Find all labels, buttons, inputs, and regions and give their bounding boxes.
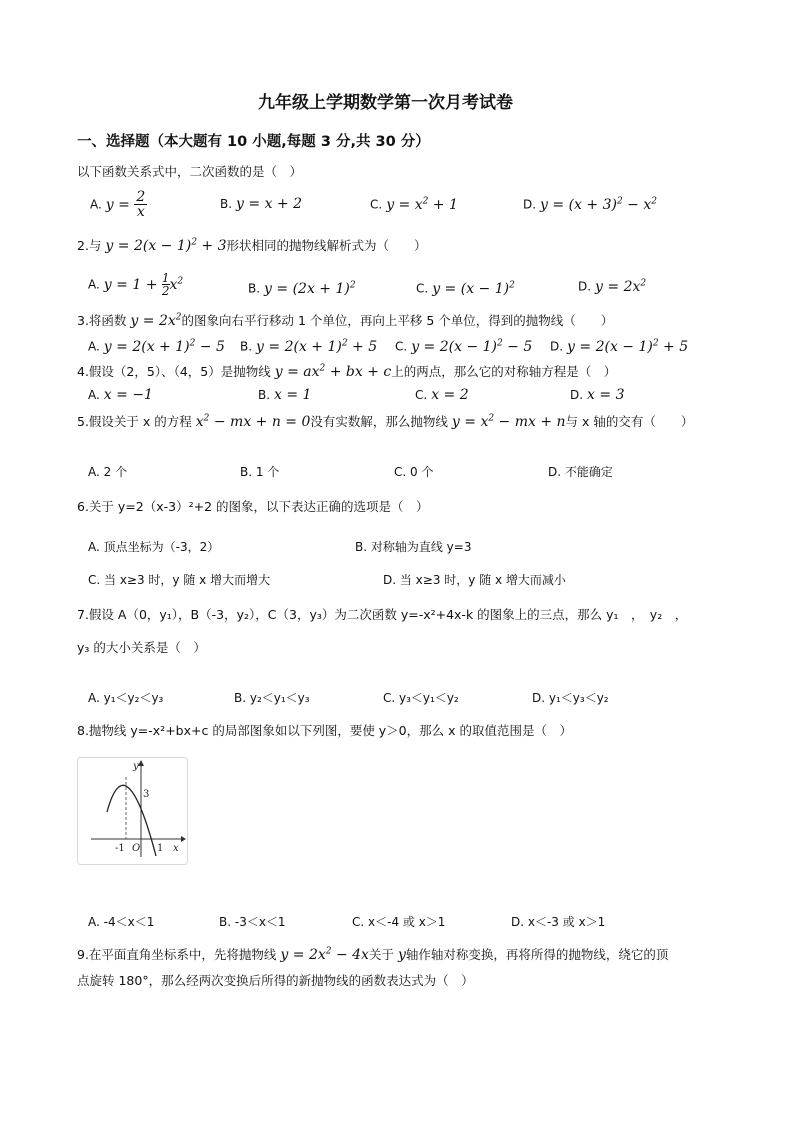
math-expr: x = 2 [431,387,469,403]
option-label: C. [395,339,408,354]
q6-stem: 6.关于 y=2（x-3）²+2 的图象，以下表达正确的选项是（ ） [77,499,429,514]
q8-option-c[interactable]: C. x＜-4 或 x＞1 [352,915,446,929]
q2-option-d[interactable] [578,278,646,295]
option-label: D. [550,339,564,354]
math-expr: $y = (x - 1)^2$ [432,280,515,297]
q7-option-c[interactable]: C. y₃＜y₁＜y₂ [383,691,459,705]
math-expr: y = 1 + $\frac{1}{2}$ $x^2$ [103,271,184,298]
math-expr: $y = ax^2$ + bx + c [274,363,392,380]
q4-option-d[interactable] [570,387,624,403]
math-expr: y = $\frac{2}{x}$ [105,189,146,220]
tick-pos-label: 1 [157,843,164,854]
y-intercept-label: 3 [143,789,150,800]
math-expr: $y = x^2$ − mx + n [451,413,566,430]
math-expr: y = x + 2 [236,196,303,212]
q7-option-d[interactable]: D. y₁＜y₃＜y₂ [532,691,609,705]
q1-option-b[interactable] [220,196,302,212]
option-label: C. [416,281,429,296]
q3-stem: 3.将函数 $y = 2x^2$的图象向右平行移动 1 个单位，再向上平移 5 个单位，得到的抛物线（ ） [77,312,614,329]
q8-option-b[interactable]: B. -3＜x＜1 [219,915,286,929]
math-expr: $y = 2x^2$ [595,278,647,295]
q6-option-c[interactable]: C. 当 x≥3 时，y 随 x 增大而增大 [88,573,271,587]
q1-option-c[interactable] [370,196,458,213]
math-expr: $y = 2(x + 1)^2 - 5$ [103,338,225,355]
q3-option-d[interactable] [550,338,688,355]
q3-option-c[interactable] [395,338,532,355]
q1-option-a[interactable] [90,190,147,219]
q7-option-b[interactable]: B. y₂＜y₁＜y₃ [234,691,310,705]
math-expr: $y = 2x^2 - 4x$ [280,946,369,963]
option-label: C. [370,197,383,212]
q7-line2: y₃ 的大小关系是（ ） [77,640,206,655]
option-label: A. [88,339,100,354]
q2-option-a[interactable] [88,272,183,297]
option-label: B. [220,197,233,211]
option-label: B. [248,281,261,296]
q8-stem: 8.抛物线 y=-x²+bx+c 的局部图象如以下列图，要使 y＞0，那么 x 的取值范围是（ ） [77,723,572,738]
q4-option-a[interactable] [88,387,153,403]
q3-option-a[interactable] [88,338,225,355]
parabola-graph [77,757,188,865]
option-label: A. [90,197,102,212]
math-expr: x = −1 [103,387,153,403]
tick-neg-label: -1 [115,843,125,854]
option-label: A. [88,388,100,402]
q2-option-c[interactable] [416,280,515,297]
y-axis-label: y [133,761,139,772]
math-var: y [397,947,406,963]
math-expr: $y = 2(x + 1)^2 + 5$ [256,338,378,355]
q7-line1: 7.假设 A（0，y₁），B（-3，y₂），C（3，y₃）为二次函数 y=-x²+4x-k 的图象上的三点，那么 y₁ ， y₂ ， [77,607,688,622]
q4-stem: 4.假设（2，5）、（4，5）是抛物线 $y = ax^2$ + bx + c上的两点，那么它的对称轴方程是（ ） [77,363,617,380]
math-expr: $y = (x + 3)^2 - x^2$ [540,196,657,213]
option-label: D. [523,197,537,212]
q1-stem: 以下函数关系式中，二次函数的是（ ） [77,164,303,179]
q8-option-a[interactable]: A. -4＜x＜1 [88,915,155,929]
option-label: B. [240,339,253,354]
math-expr: x = 1 [274,387,312,403]
q6-option-d[interactable]: D. 当 x≥3 时，y 随 x 增大而减小 [383,573,566,587]
math-expr: $y = 2(x - 1)^2 + 5$ [567,338,689,355]
q4-option-b[interactable] [258,387,311,403]
q8-option-d[interactable]: D. x＜-3 或 x＞1 [511,915,606,929]
math-expr: $x^2$ − mx + n = 0 [195,413,311,430]
q2-option-b[interactable] [248,280,356,297]
option-label: A. [88,277,100,292]
q5-option-a[interactable]: A. 2 个 [88,465,128,479]
q4-option-c[interactable] [415,387,469,403]
q5-option-b[interactable]: B. 1 个 [240,465,280,479]
q6-option-b[interactable]: B. 对称轴为直线 y=3 [355,540,472,554]
q5-stem: 5.假设关于 x 的方程 $x^2$ − mx + n = 0没有实数解，那么抛物线 $y = x^2$ − mx + n与 x 轴的交有（ ） [77,413,694,430]
math-expr: $y = (2x + 1)^2$ [264,280,356,297]
origin-label: O [132,843,141,854]
q9-line2: 点旋转 180°，那么经两次变换后所得的新抛物线的函数表达式为（ ） [77,973,474,988]
q2-stem: 2.与 $y = 2(x - 1)^2 + 3$形状相同的抛物线解析式为（ ） [77,237,427,254]
option-label: C. [415,388,428,402]
q9-line1: 9.在平面直角坐标系中，先将抛物线 $y = 2x^2 - 4x$关于 y轴作轴对称变换，再将所得的抛物线，绕它的顶 [77,946,669,963]
option-label: D. [578,279,592,294]
math-expr: $y = 2x^2$ [130,312,182,329]
q7-option-a[interactable]: A. y₁＜y₂＜y₃ [88,691,164,705]
option-label: D. [570,388,584,402]
section-heading: 一、选择题（本大题有 10 小题,每题 3 分,共 30 分） [77,134,430,150]
q1-option-d[interactable] [523,196,657,213]
math-expr: $y = x^2 + 1$ [386,196,458,213]
q3-option-b[interactable] [240,338,377,355]
math-expr: $y = 2(x - 1)^2 + 3$ [105,237,227,254]
x-axis-label: x [173,843,179,854]
math-expr: x = 3 [587,387,625,403]
option-label: B. [258,388,271,402]
math-expr: $y = 2(x - 1)^2 - 5$ [411,338,533,355]
q5-option-c[interactable]: C. 0 个 [394,465,434,479]
q6-option-a[interactable]: A. 顶点坐标为（-3，2） [88,540,220,554]
q5-option-d[interactable]: D. 不能确定 [548,465,613,479]
page-title: 九年级上学期数学第一次月考试卷 [258,93,513,113]
